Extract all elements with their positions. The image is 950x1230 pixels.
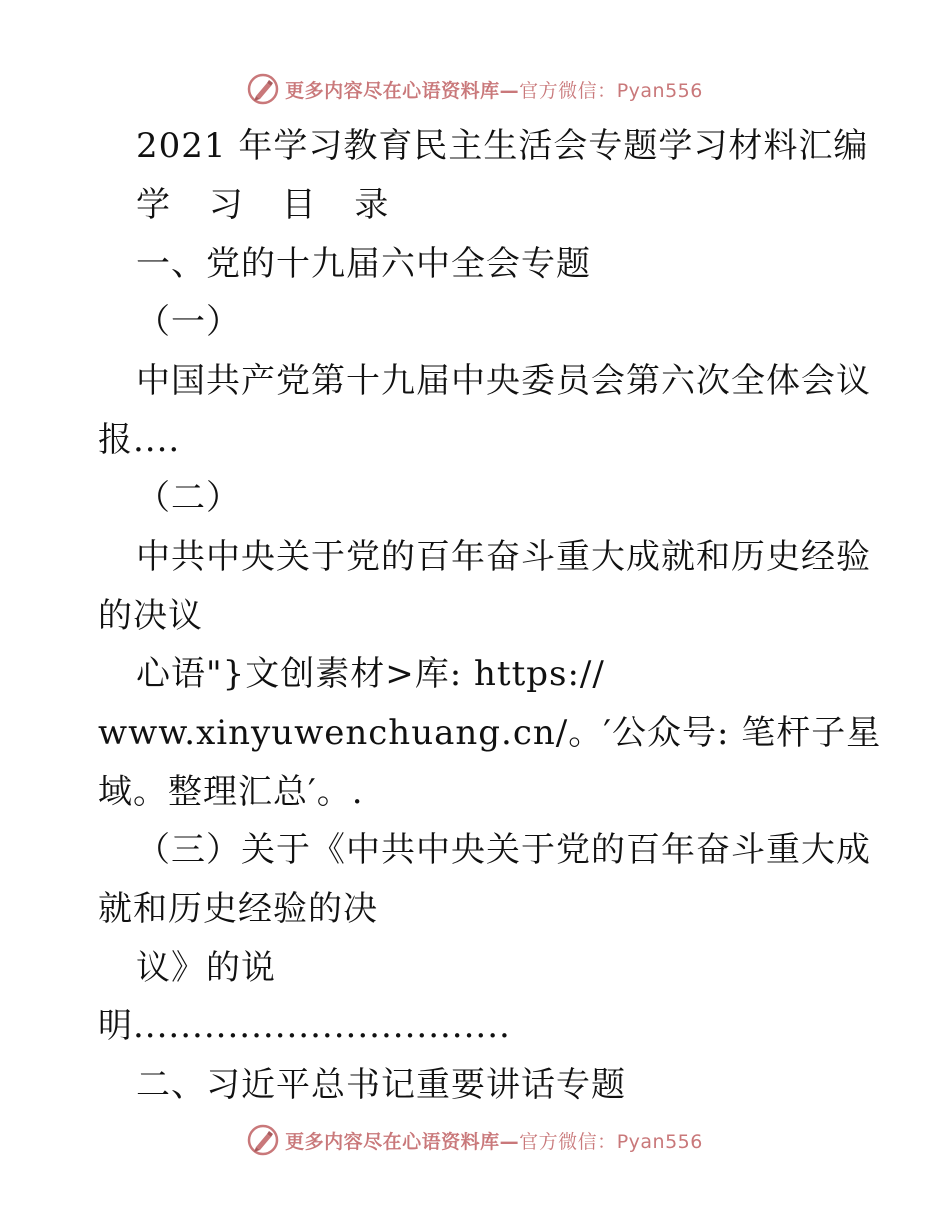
item-2-text-line1: 中共中央关于党的百年奋斗重大成就和历史经验 xyxy=(136,537,871,577)
note-line1: 心语"}文创素材>库: https:// xyxy=(136,654,605,694)
note-line3: 域。整理汇总′。. xyxy=(98,772,364,812)
watermark-header xyxy=(0,69,950,109)
watermark-main-text: 更多内容尽在心语资料库— xyxy=(285,79,520,102)
document-title: 2021 年学习教育民主生活会专题学习材料汇编 xyxy=(136,126,869,166)
item-3-text-line1: （三）关于《中共中央关于党的百年奋斗重大成 xyxy=(136,830,871,870)
item-1-number: （一） xyxy=(136,302,241,342)
pen-logo-icon xyxy=(247,73,279,105)
item-2-text-line2: 的决议 xyxy=(98,596,203,636)
item-3-text-line4: 明................................ xyxy=(98,1006,511,1046)
pen-logo-icon xyxy=(247,1124,279,1156)
watermark-main-text: 更多内容尽在心语资料库— xyxy=(285,1130,520,1153)
note-line2: www.xinyuwenchuang.cn/。′公众号: 笔杆子星 xyxy=(98,713,882,753)
watermark-footer xyxy=(0,1120,950,1160)
watermark-handle: Pyan556 xyxy=(616,1130,703,1153)
item-1-text-line2: 报.... xyxy=(98,420,181,460)
section-2-heading: 二、习近平总书记重要讲话专题 xyxy=(136,1065,626,1105)
item-2-number: （二） xyxy=(136,478,241,518)
item-1-text-line1: 中国共产党第十九届中央委员会第六次全体会议 xyxy=(136,361,871,401)
section-1-heading: 一、党的十九届六中全会专题 xyxy=(136,244,591,284)
item-3-text-line2: 就和历史经验的决 xyxy=(98,889,378,929)
watermark-handle: Pyan556 xyxy=(616,79,703,102)
toc-heading: 学 习 目 录 xyxy=(136,185,403,225)
item-3-text-line3: 议》的说 xyxy=(136,948,276,988)
watermark-side-text: 官方微信： xyxy=(519,79,617,102)
watermark-side-text: 官方微信： xyxy=(519,1130,617,1153)
